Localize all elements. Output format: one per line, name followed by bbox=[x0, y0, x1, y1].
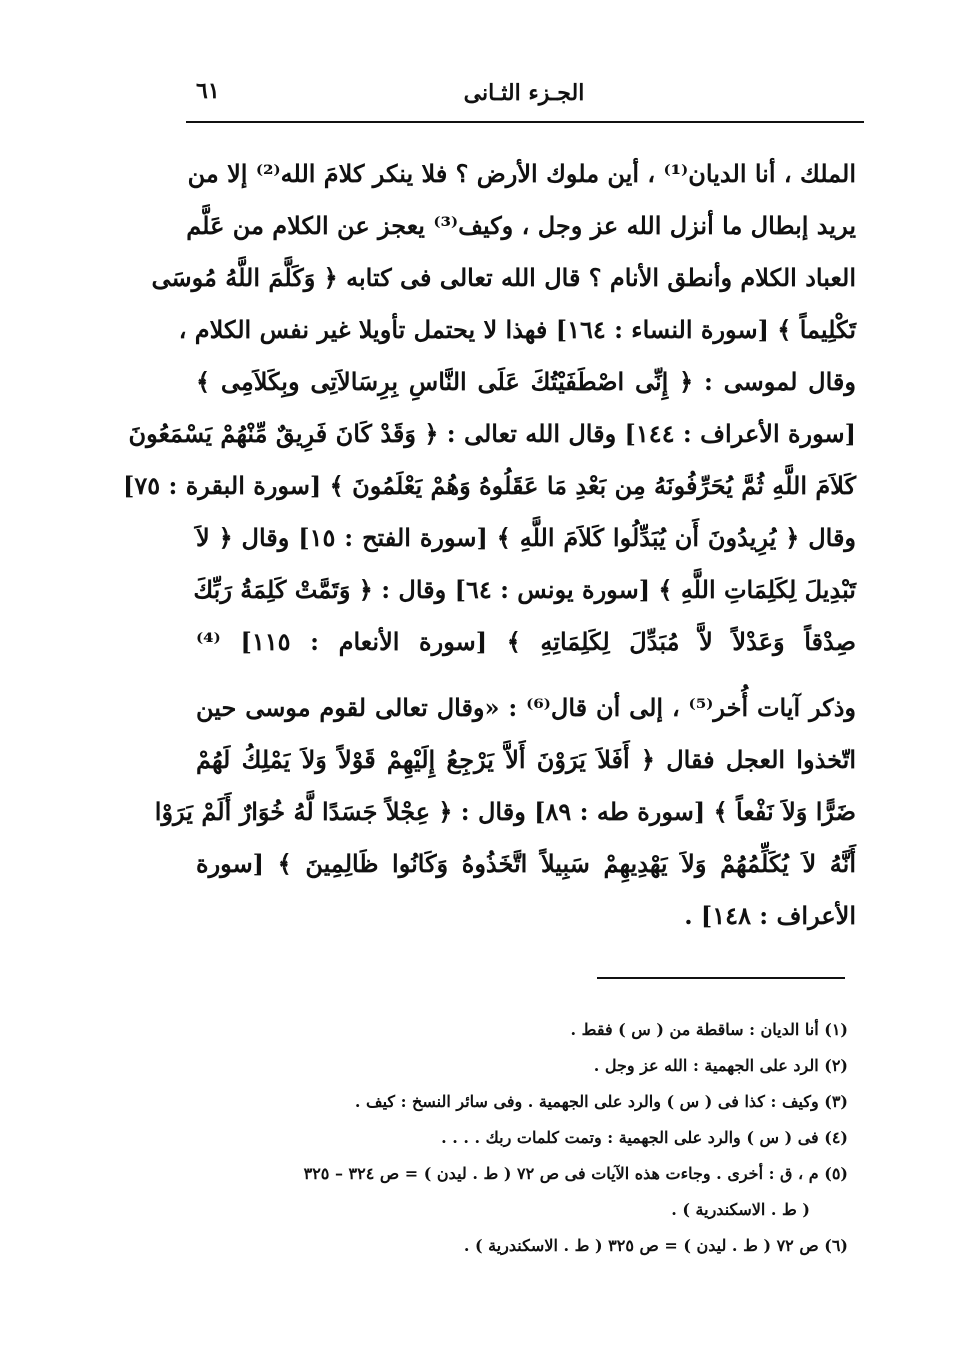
header-rule bbox=[186, 121, 864, 123]
body-text bbox=[123, 148, 857, 942]
text-line: أَنَّهُ لاَ يُكَلِّمُهُمْ وَلاَ يَهْدِيهِمْ سَبِيلاً اتَّخَذُوهُ وَكَانُوا ظَالِمِينَ ﴾ [سورة bbox=[196, 849, 856, 878]
text-line: تَبْدِيلَ لِكَلِمَاتِ اللَّهِ ﴾ [سورة يونس : ٦٤] وقال : ﴿ وَتَمَّتْ كَلِمَةُ رَبِّكَ bbox=[193, 575, 856, 604]
page-number: ٦١ bbox=[196, 78, 220, 104]
footnote: (٦) ص ٧٢ ( ط . ليدن ) = ص ٣٢٥ ( ط . الاسكندرية ) . bbox=[463, 1236, 848, 1255]
running-title: الجـزء الثـانى bbox=[463, 80, 585, 106]
text-line: تَكْلِيماً ﴾ [سورة النساء : ١٦٤] فهذا لا يحتمل تأويلا غير نفس الكلام ، bbox=[178, 315, 856, 344]
text-line: الملك ، أنا الديان⁽¹⁾ ، أين ملوك الأرض ؟ فلا ينكر كلامَ الله⁽²⁾ إلا من bbox=[187, 159, 856, 188]
footnote: (٢) الرد على الجهمية : الله عز وجل . bbox=[593, 1056, 848, 1075]
footnotes bbox=[196, 1012, 848, 1264]
footnote: (١) أنا الديان : ساقطة من ( س ) فقط . bbox=[570, 1020, 848, 1039]
text-line: اتّخذوا العجل فقال ﴿ أَفَلاَ يَرَوْنَ أَلاَّ يَرْجِعُ إِلَيْهِمْ قَوْلاً وَلاَ يَمْلِكُ لَهُمْ bbox=[196, 745, 856, 774]
text-line: الأعراف : ١٤٨] . bbox=[684, 901, 856, 930]
text-line: كَلاَمَ اللَّهِ ثُمَّ يُحَرِّفُونَهُ مِن بَعْدِ مَا عَقَلُوهُ وَهُمْ يَعْلَمُونَ ﴾ [سورة البقرة : ٧٥] bbox=[123, 471, 856, 500]
text-line: ضَرًّا وَلاَ نَفْعاً ﴾ [سورة طه : ٨٩] وقال : ﴿ عِجْلاً جَسَدًا لَّهُ خُوَارٌ أَلَمْ يَرَوْا bbox=[154, 797, 856, 826]
footnote: (٥) م ، ق : أخرى . وجاءت هذه الآيات فى ص ٧٢ ( ط . ليدن ) = ص ٣٢٤ – ٣٢٥ bbox=[303, 1164, 848, 1183]
footnote: (٤) فى ( س ) والرد على الجهمية : وتمت كلمات ربك . . . . bbox=[441, 1128, 848, 1147]
footnote-separator bbox=[597, 977, 845, 979]
text-line: وقال ﴿ يُرِيدُونَ أَن يُبَدِّلُوا كَلاَمَ اللَّهِ ﴾ [سورة الفتح : ١٥] وقال ﴿ لاَ bbox=[196, 523, 857, 552]
text-line: وقال لموسى : ﴿ إِنِّى اصْطَفَيْتُكَ عَلَى النَّاسِ بِرِسَالاَتِى وبِكَلاَمِى ﴾ bbox=[196, 367, 856, 396]
text-line: وذكر آيات أُخر⁽⁵⁾ ، إلى أن قال⁽⁶⁾ : «وقال تعالى لقوم موسى حين bbox=[196, 693, 857, 722]
footnote-continuation: ( ط . الاسكندرية ) . bbox=[671, 1200, 810, 1219]
text-line: يريد إبطال ما أنزل الله عز وجل ، وكيف⁽³⁾ يعجز عن الكلام من عَلَّم bbox=[186, 211, 856, 240]
text-line: [سورة الأعراف : ١٤٤] وقال الله تعالى : ﴿ وَقَدْ كَانَ فَرِيقٌ مِّنْهُمْ يَسْمَعُونَ bbox=[128, 419, 856, 448]
text-line: العباد الكلام وأنطق الأنام ؟ قال الله تعالى فى كتابه ﴿ وَكَلَّمَ اللَّهُ مُوسَى bbox=[151, 263, 856, 292]
page-header bbox=[186, 72, 862, 112]
footnote: (٣) وكيف : كذا فى ( س ) والرد على الجهمية . وفى سائر النسخ : كيف . bbox=[354, 1092, 848, 1111]
text-line: صِدْقاً وَعَدْلاً لاَّ مُبَدِّلَ لِكَلِمَاتِهِ ﴾ [سورة الأنعام : ١١٥] ⁽⁴⁾ bbox=[196, 627, 857, 656]
